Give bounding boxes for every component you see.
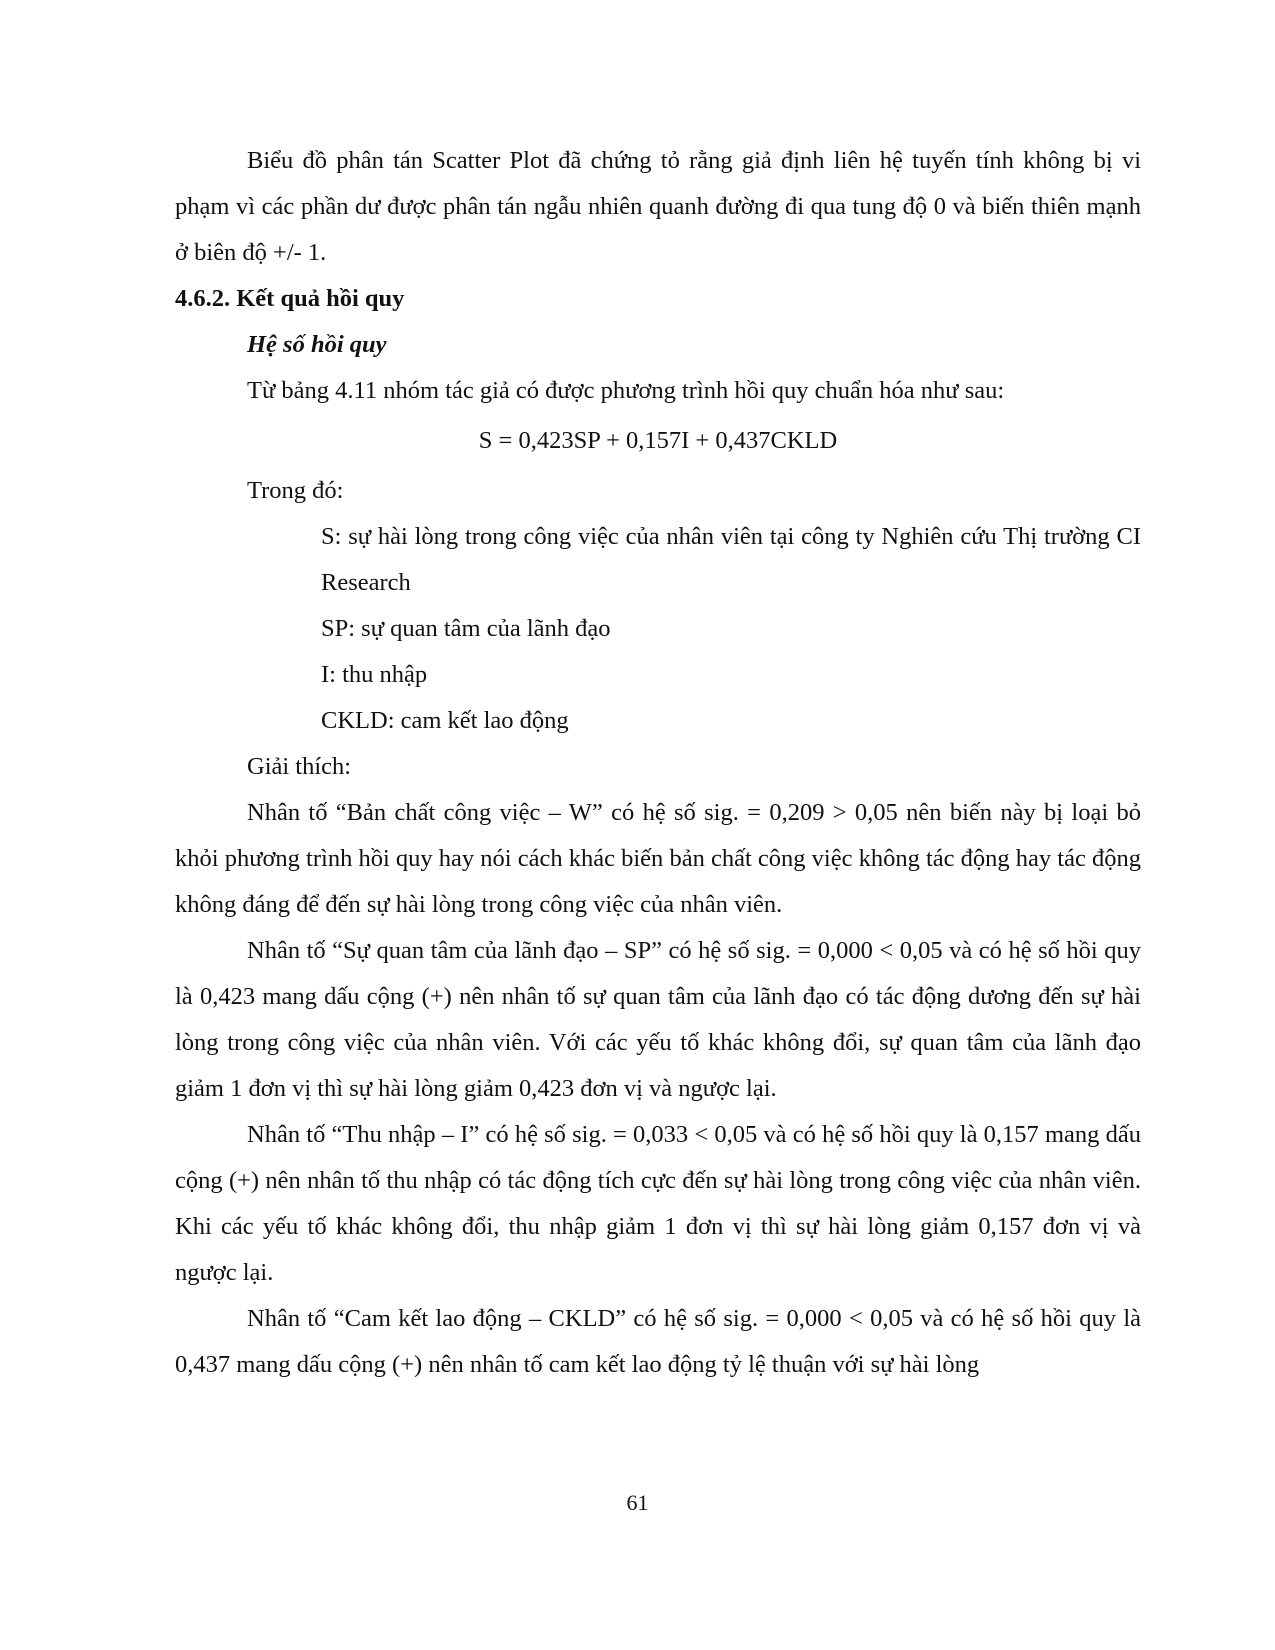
definition-item: SP: sự quan tâm của lãnh đạo	[321, 615, 611, 642]
definition-item: I: thu nhập	[321, 661, 428, 688]
where-label: Trong đó:	[247, 477, 344, 504]
body-paragraph: Nhân tố “Cam kết lao động – CKLD” có hệ số sig. = 0,000 < 0,05 và có hệ số hồi quy là 0,437 mang dấu cộng (+) nên nhân tố cam kết lao động tỷ lệ thuận với sự hài lòng	[175, 1305, 1141, 1378]
intro-paragraph: Biểu đồ phân tán Scatter Plot đã chứng tỏ rằng giả định liên hệ tuyến tính không bị vi phạm vì các phần dư được phân tán ngẫu nhiên quanh đường đi qua tung độ 0 và biến thiên mạnh ở biên độ +/- 1.	[175, 147, 1141, 266]
document-page	[175, 138, 1141, 1388]
body-paragraph: Nhân tố “Thu nhập – I” có hệ số sig. = 0,033 < 0,05 và có hệ số hồi quy là 0,157 mang dấu cộng (+) nên nhân tố thu nhập có tác động tích cực đến sự hài lòng trong công việc của nhân viên. Khi các yếu tố khác không đổi, thu nhập giảm 1 đơn vị thì sự hài lòng giảm 0,157 đơn vị và ngược lại.	[175, 1121, 1141, 1286]
regression-formula: S = 0,423SP + 0,157I + 0,437CKLD	[478, 427, 838, 454]
section-heading: 4.6.2. Kết quả hồi quy	[175, 285, 405, 312]
body-paragraph: Nhân tố “Bản chất công việc – W” có hệ số sig. = 0,209 > 0,05 nên biến này bị loại bỏ khỏi phương trình hồi quy hay nói cách khác biến bản chất công việc không tác động hay tác động không đáng để đến sự hài lòng trong công việc của nhân viên.	[175, 799, 1141, 918]
definition-list	[175, 514, 1141, 744]
definition-item: S: sự hài lòng trong công việc của nhân viên tại công ty Nghiên cứu Thị trường CI Research	[321, 523, 1141, 596]
definition-item: CKLD: cam kết lao động	[321, 707, 569, 734]
page-number: 61	[626, 1490, 649, 1515]
table-reference-paragraph: Từ bảng 4.11 nhóm tác giả có được phương trình hồi quy chuẩn hóa như sau:	[247, 377, 1005, 404]
subheading: Hệ số hồi quy	[247, 331, 387, 358]
body-paragraph: Nhân tố “Sự quan tâm của lãnh đạo – SP” có hệ số sig. = 0,000 < 0,05 và có hệ số hồi quy là 0,423 mang dấu cộng (+) nên nhân tố sự quan tâm của lãnh đạo có tác động dương đến sự hài lòng trong công việc của nhân viên. Với các yếu tố khác không đổi, sự quan tâm của lãnh đạo giảm 1 đơn vị thì sự hài lòng giảm 0,423 đơn vị và ngược lại.	[175, 937, 1141, 1102]
explanation-label: Giải thích:	[247, 753, 352, 780]
